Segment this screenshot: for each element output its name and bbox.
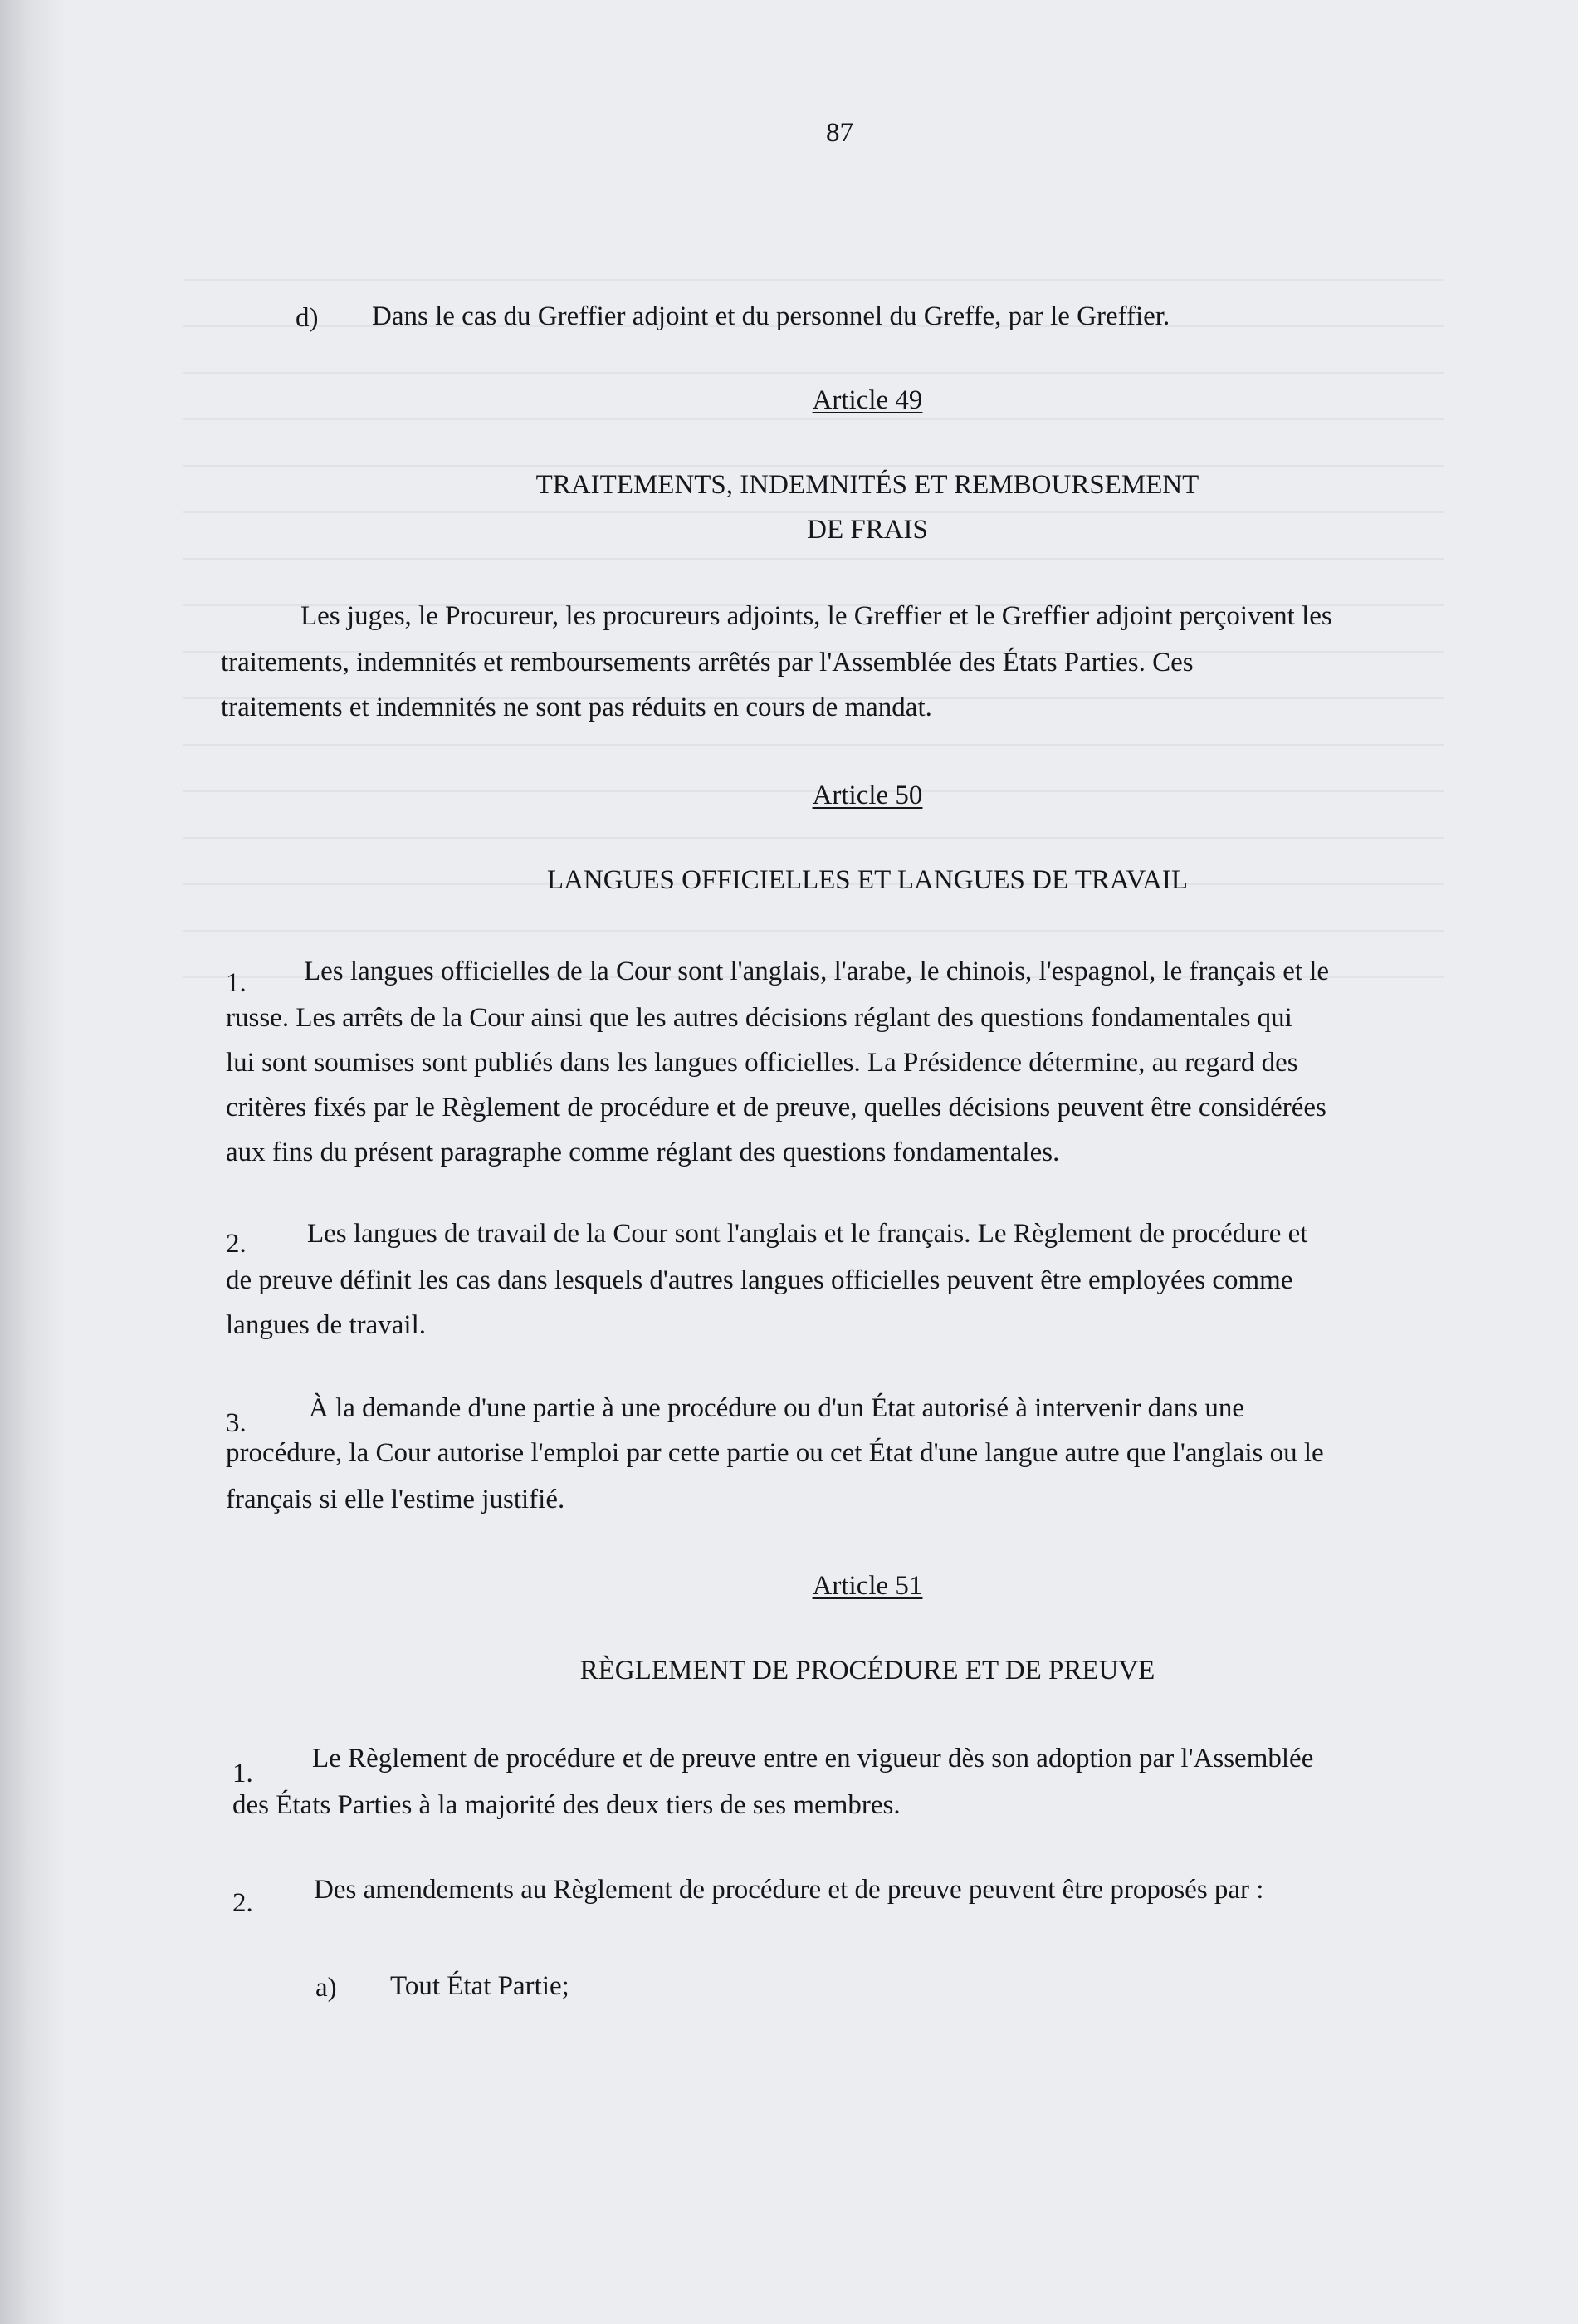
- article-49-title-line1: TRAITEMENTS, INDEMNITÉS ET REMBOURSEMENT: [535, 470, 1199, 500]
- article-50-para-2-line-3: langues de travail.: [226, 1310, 426, 1340]
- article-49-line-1: Les juges, le Procureur, les procureurs adjoints, le Greffier et le Greffier adjoint perçoivent les: [300, 601, 1332, 631]
- article-50-title: LANGUES OFFICIELLES ET LANGUES DE TRAVAIL: [546, 865, 1189, 895]
- article-51-para-1-line-1: Le Règlement de procédure et de preuve entre en vigueur dès son adoption par l'Assemblée: [312, 1744, 1314, 1774]
- item-d-label: d): [296, 303, 319, 333]
- article-50-para-3-line-2: procédure, la Cour autorise l'emploi par cette partie ou cet État d'une langue autre que l'anglais ou le: [226, 1438, 1324, 1468]
- article-50-para-2-line-1: Les langues de travail de la Cour sont l'anglais et le français. Le Règlement de procédure et: [307, 1219, 1308, 1249]
- page-number: 87: [826, 118, 853, 148]
- article-50-para-3-num: 3.: [226, 1408, 247, 1438]
- article-51-para-1-num: 1.: [232, 1759, 253, 1788]
- article-50-para-2-line-2: de preuve définit les cas dans lesquels d'autres langues officielles peuvent être employées comme: [226, 1265, 1293, 1295]
- item-d-text: Dans le cas du Greffier adjoint et du personnel du Greffe, par le Greffier.: [372, 301, 1170, 331]
- article-49-heading: Article 49: [812, 385, 923, 415]
- article-49-line-2: traitements, indemnités et remboursements arrêtés par l'Assemblée des États Parties. Ces: [221, 648, 1194, 678]
- article-49-title-line2: DE FRAIS: [807, 515, 928, 545]
- article-50-para-1-line-5: aux fins du présent paragraphe comme réglant des questions fondamentales.: [226, 1138, 1060, 1167]
- article-50-para-1-line-4: critères fixés par le Règlement de procédure et de preuve, quelles décisions peuvent être considérées: [226, 1093, 1326, 1123]
- article-51-heading: Article 51: [812, 1571, 923, 1601]
- article-50-para-1-line-3: lui sont soumises sont publiés dans les langues officielles. La Présidence détermine, au regard des: [226, 1048, 1298, 1078]
- article-50-para-2-num: 2.: [226, 1229, 247, 1259]
- article-49-line-3: traitements et indemnités ne sont pas réduits en cours de mandat.: [221, 692, 932, 722]
- article-51-para-2-num: 2.: [232, 1888, 253, 1918]
- article-50-para-1-num: 1.: [226, 968, 247, 998]
- article-50-para-1-line-2: russe. Les arrêts de la Cour ainsi que les autres décisions réglant des questions fondamentales qui: [226, 1003, 1292, 1033]
- article-51-para-1-line-2: des États Parties à la majorité des deux tiers de ses membres.: [232, 1790, 901, 1820]
- article-50-heading: Article 50: [812, 780, 923, 810]
- item-a-label: a): [315, 1973, 337, 2003]
- article-50-para-3-line-3: français si elle l'estime justifié.: [226, 1485, 565, 1514]
- article-50-para-1-line-1: Les langues officielles de la Cour sont l'anglais, l'arabe, le chinois, l'espagnol, le français et le: [304, 957, 1330, 986]
- article-50-para-3-line-1: À la demande d'une partie à une procédure ou d'un État autorisé à intervenir dans une: [309, 1393, 1245, 1423]
- article-51-para-2-text: Des amendements au Règlement de procédure et de preuve peuvent être proposés par :: [314, 1875, 1264, 1905]
- article-51-title: RÈGLEMENT DE PROCÉDURE ET DE PREUVE: [579, 1656, 1155, 1686]
- item-a-text: Tout État Partie;: [390, 1971, 569, 2001]
